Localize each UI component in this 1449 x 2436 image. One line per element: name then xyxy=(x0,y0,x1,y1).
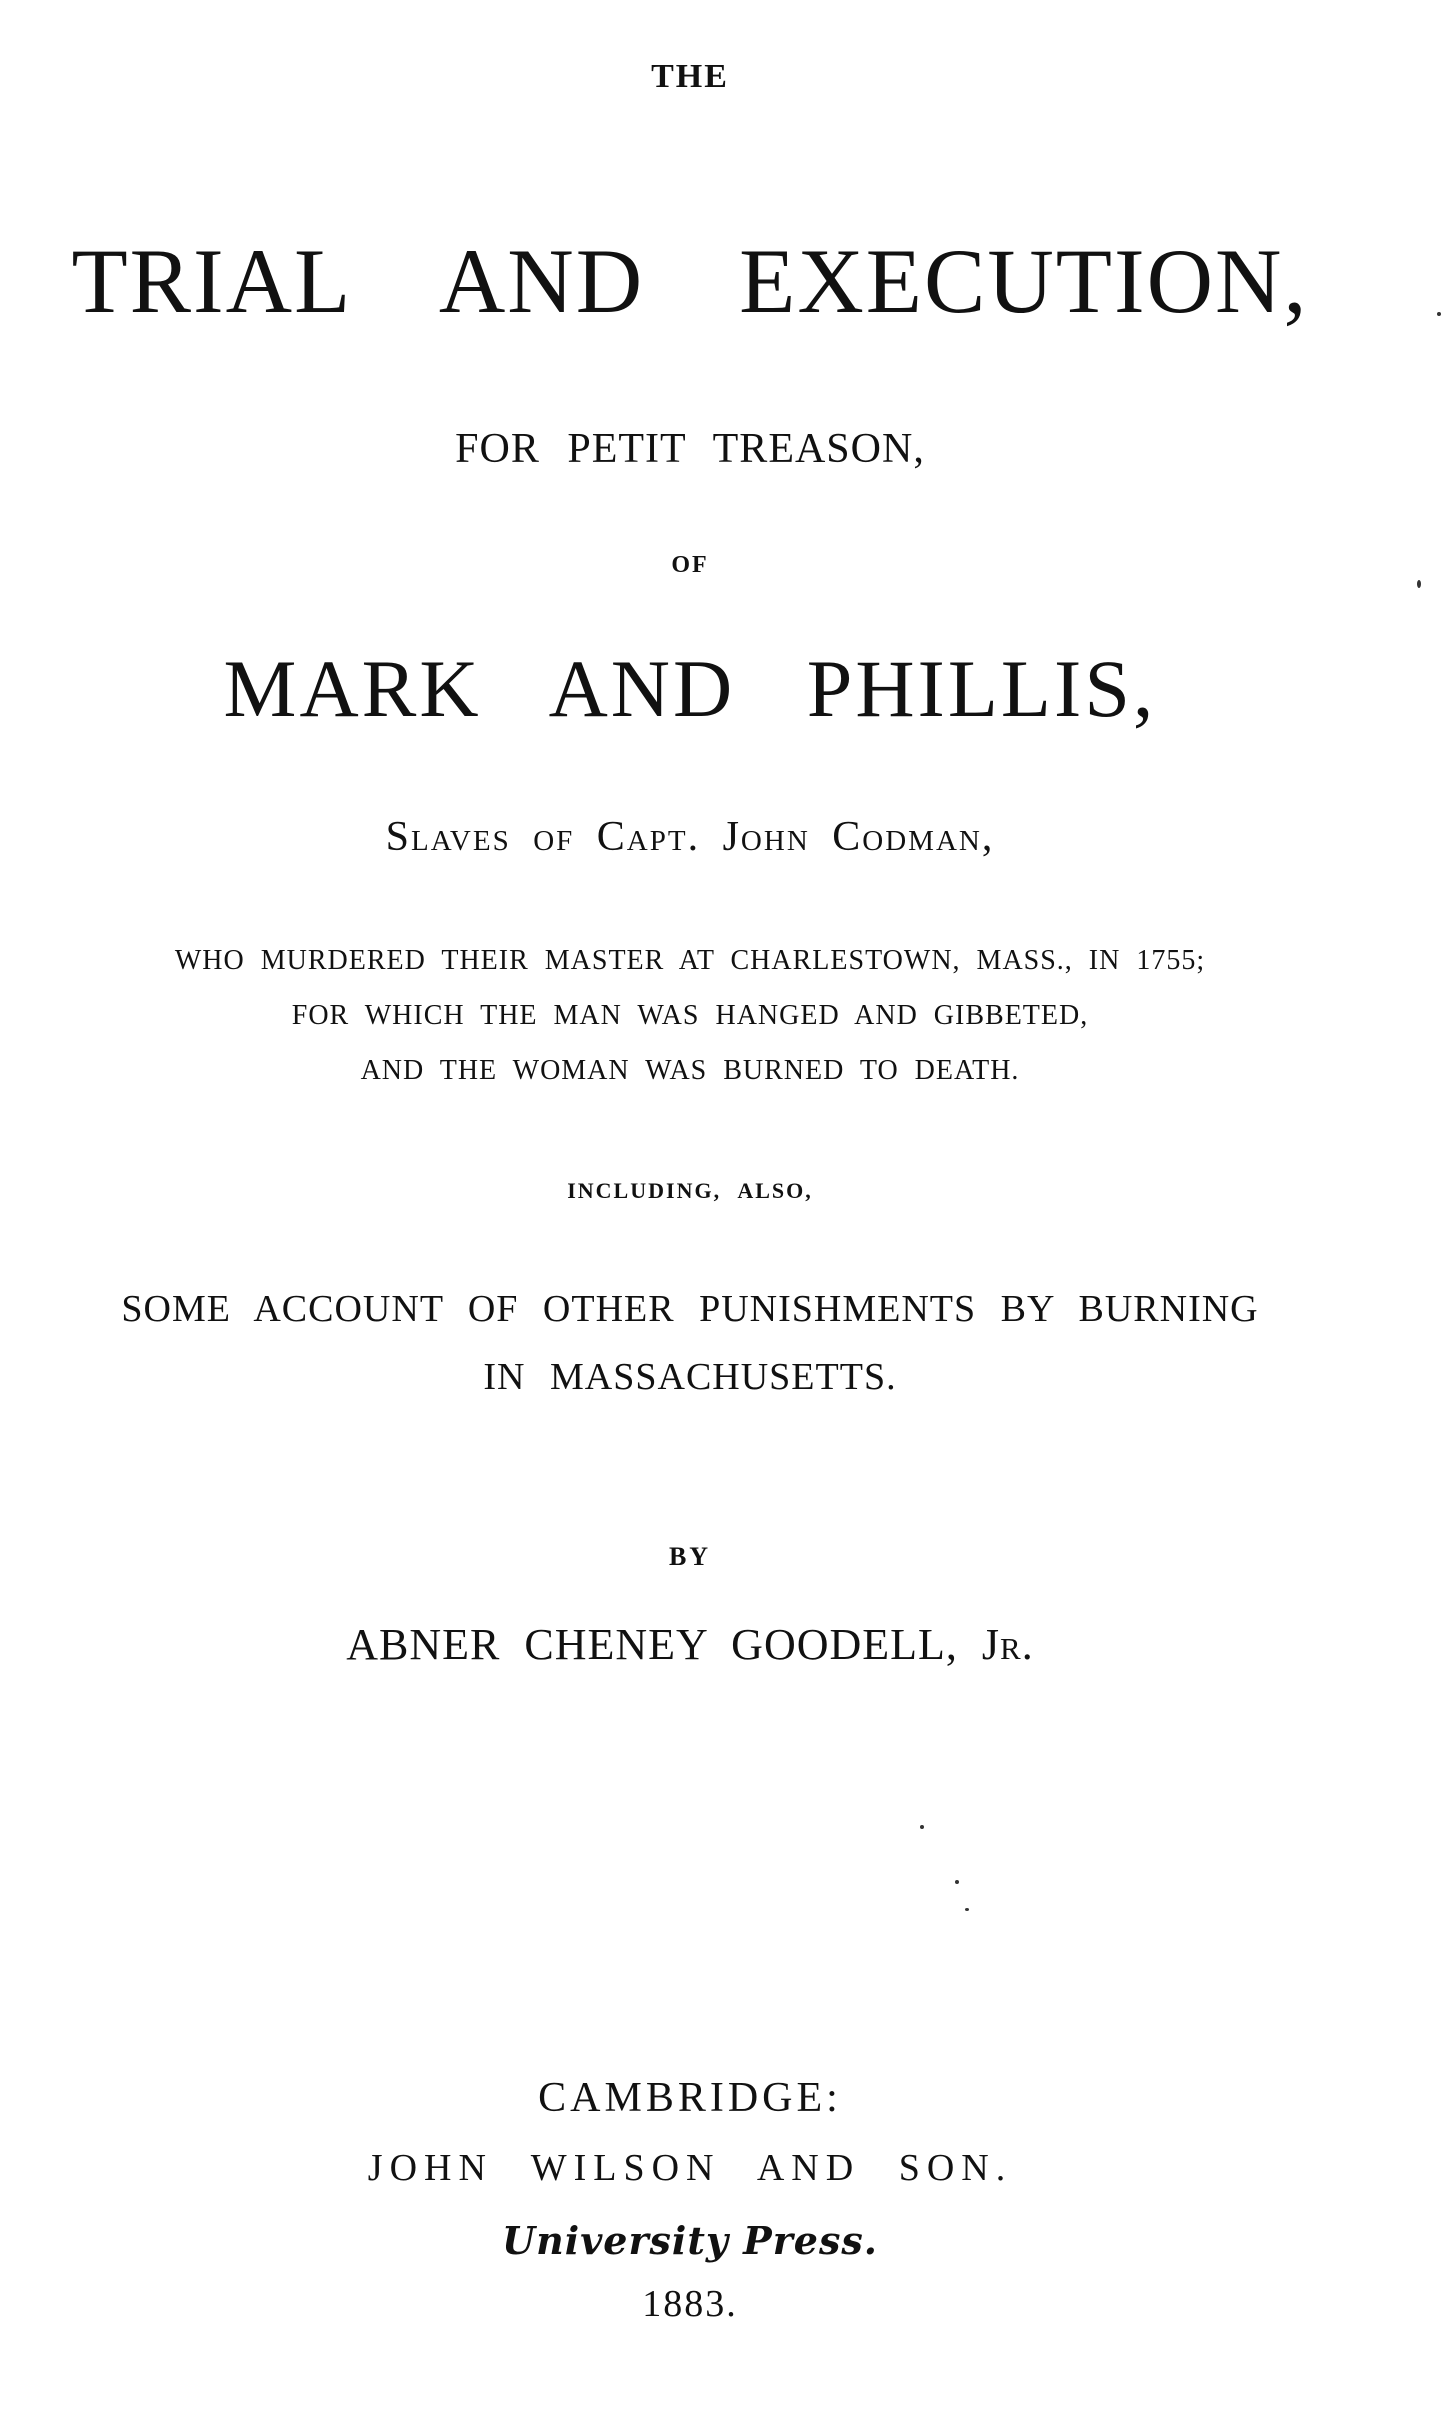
author-suffix: Jr. xyxy=(981,1620,1034,1669)
slaves-line: Slaves of Capt. John Codman, xyxy=(385,814,995,860)
scan-speck xyxy=(920,1825,924,1829)
including-also: INCLUDING, ALSO, xyxy=(567,1178,813,1203)
account-line: SOME ACCOUNT OF OTHER PUNISHMENTS BY BURNING xyxy=(121,1288,1259,1330)
author-name: ABNER CHENEY GOODELL, xyxy=(346,1620,958,1669)
imprint-year: 1883. xyxy=(642,2283,738,2325)
imprint-press: University Press. xyxy=(502,2218,878,2263)
title-article: THE xyxy=(651,58,729,95)
main-title: TRIAL AND EXECUTION, xyxy=(71,230,1309,332)
description-line: AND THE WOMAN WAS BURNED TO DEATH. xyxy=(360,1055,1020,1086)
title-of: OF xyxy=(671,552,709,578)
by-line: BY xyxy=(668,1542,712,1571)
scan-speck xyxy=(955,1880,959,1884)
imprint-city: CAMBRIDGE: xyxy=(538,2075,842,2121)
defendants-names: MARK AND PHILLIS, xyxy=(223,643,1157,734)
account-line: IN MASSACHUSETTS. xyxy=(483,1356,897,1398)
scan-speck xyxy=(1417,580,1421,588)
scan-speck xyxy=(965,1908,969,1911)
scan-speck xyxy=(1437,312,1441,316)
description-line: FOR WHICH THE MAN WAS HANGED AND GIBBETED, xyxy=(291,1000,1089,1031)
author xyxy=(0,1619,1380,1670)
imprint-publisher: JOHN WILSON AND SON. xyxy=(367,2147,1013,2189)
description-line: WHO MURDERED THEIR MASTER AT CHARLESTOWN, MASS., IN 1755; xyxy=(174,945,1206,976)
subtitle: FOR PETIT TREASON, xyxy=(455,426,925,472)
